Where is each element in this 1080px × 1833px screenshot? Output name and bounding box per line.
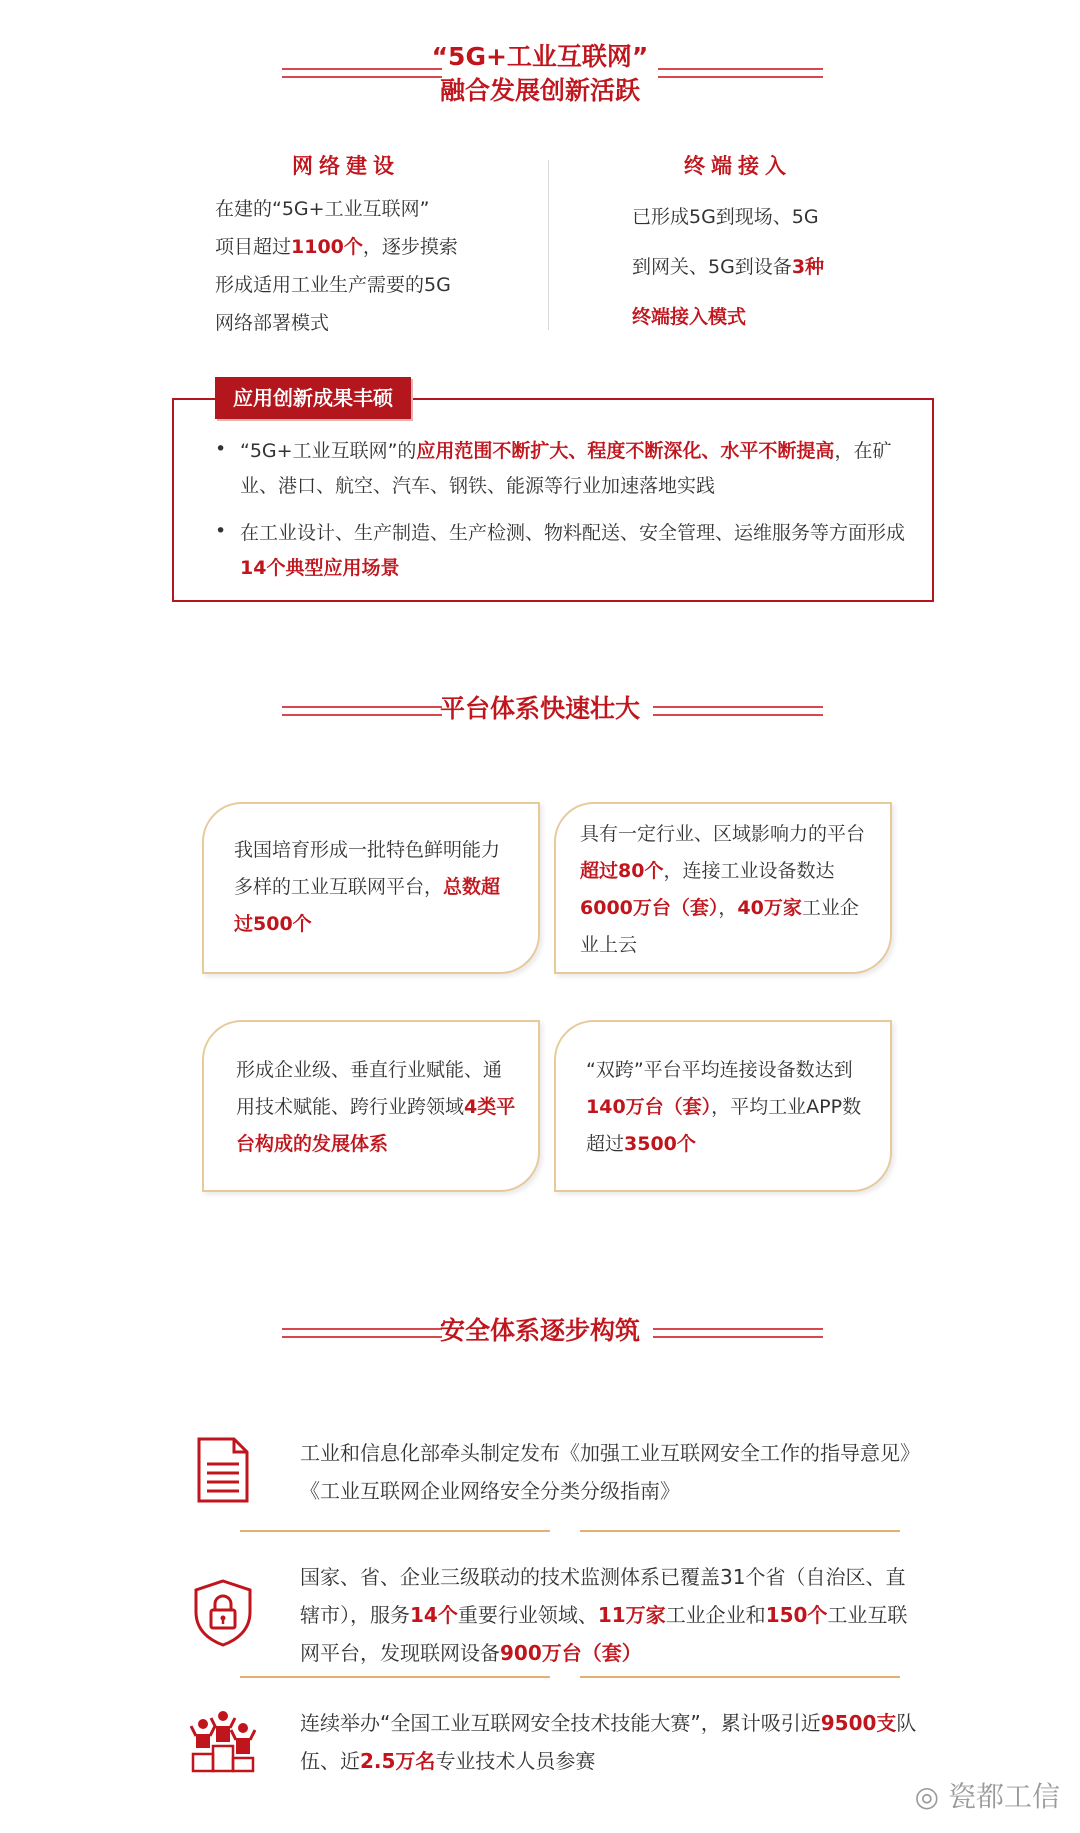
security-title: 安全体系逐步构筑 <box>439 1316 640 1345</box>
network-highlight: 1100个 <box>291 236 363 258</box>
network-body <box>215 190 458 342</box>
terminal-title: 终端接入 <box>684 154 792 178</box>
platform-card-1-text: 我国培育形成一批特色鲜明能力多样的工业互联网平台，总数超过500个 <box>234 839 501 935</box>
wechat-icon: ◎ <box>914 1780 940 1813</box>
column-divider <box>548 160 549 330</box>
terminal-line <box>632 292 824 342</box>
header-title <box>0 40 1080 108</box>
terminal-line: 到网关、5G到设备3种 <box>632 256 825 278</box>
divider <box>240 1676 550 1678</box>
terminal-highlight: 终端接入模式 <box>632 306 747 328</box>
shield-lock-icon <box>192 1578 254 1648</box>
security-row-2: 国家、省、企业三级联动的技术监测体系已覆盖31个省（自治区、直辖市），服务14个重要行业领域、11万家工业企业和150个工业互联网平台，发现联网设备900万台（套） <box>300 1565 908 1665</box>
watermark: ◎ 瓷都工信 <box>914 1780 1060 1813</box>
podium-icon <box>190 1708 256 1774</box>
network-line: 网络部署模式 <box>215 312 330 334</box>
platform-title: 平台体系快速壮大 <box>439 694 640 723</box>
bullet-dot: • <box>215 520 227 542</box>
platform-card-2-text: 具有一定行业、区域影响力的平台超过80个，连接工业设备数达6000万台（套），40万家工业企业上云 <box>580 823 866 956</box>
header-title-line1: “5G+工业互联网” <box>431 42 649 71</box>
divider <box>240 1530 550 1532</box>
divider <box>580 1530 900 1532</box>
network-line: 项目超过1100个，逐步摸索 <box>215 236 458 258</box>
network-line: 在建的“5G+工业互联网” <box>215 198 430 220</box>
platform-card-4-text: “双跨”平台平均连接设备数达到140万台（套），平均工业APP数超过3500个 <box>586 1059 862 1155</box>
application-tab: 应用创新成果丰硕 <box>215 377 411 419</box>
terminal-highlight: 3种 <box>791 256 825 278</box>
terminal-line: 已形成5G到现场、5G <box>632 206 819 228</box>
platform-card-3-text: 形成企业级、垂直行业赋能、通用技术赋能、跨行业跨领域4类平台构成的发展体系 <box>236 1059 516 1155</box>
terminal-body <box>632 192 824 342</box>
bullet-dot: • <box>215 438 227 460</box>
header-title-line2: 融合发展创新活跃 <box>439 76 640 105</box>
network-title: 网络建设 <box>292 154 400 178</box>
divider <box>580 1676 900 1678</box>
application-bullet-1: “5G+工业互联网”的应用范围不断扩大、程度不断深化、水平不断提高，在矿业、港口、航空、汽车、钢铁、能源等行业加速落地实践 <box>240 440 892 497</box>
security-row-1: 工业和信息化部牵头制定发布《加强工业互联网安全工作的指导意见》《工业互联网企业网络安全分类分级指南》 <box>300 1441 920 1503</box>
application-bullet-2: 在工业设计、生产制造、生产检测、物料配送、安全管理、运维服务等方面形成14个典型应用场景 <box>240 522 906 579</box>
document-icon <box>196 1436 250 1504</box>
security-row-3: 连续举办“全国工业互联网安全技术技能大赛”，累计吸引近9500支队伍、近2.5万名专业技术人员参赛 <box>300 1711 917 1773</box>
network-line: 形成适用工业生产需要的5G <box>215 274 451 296</box>
